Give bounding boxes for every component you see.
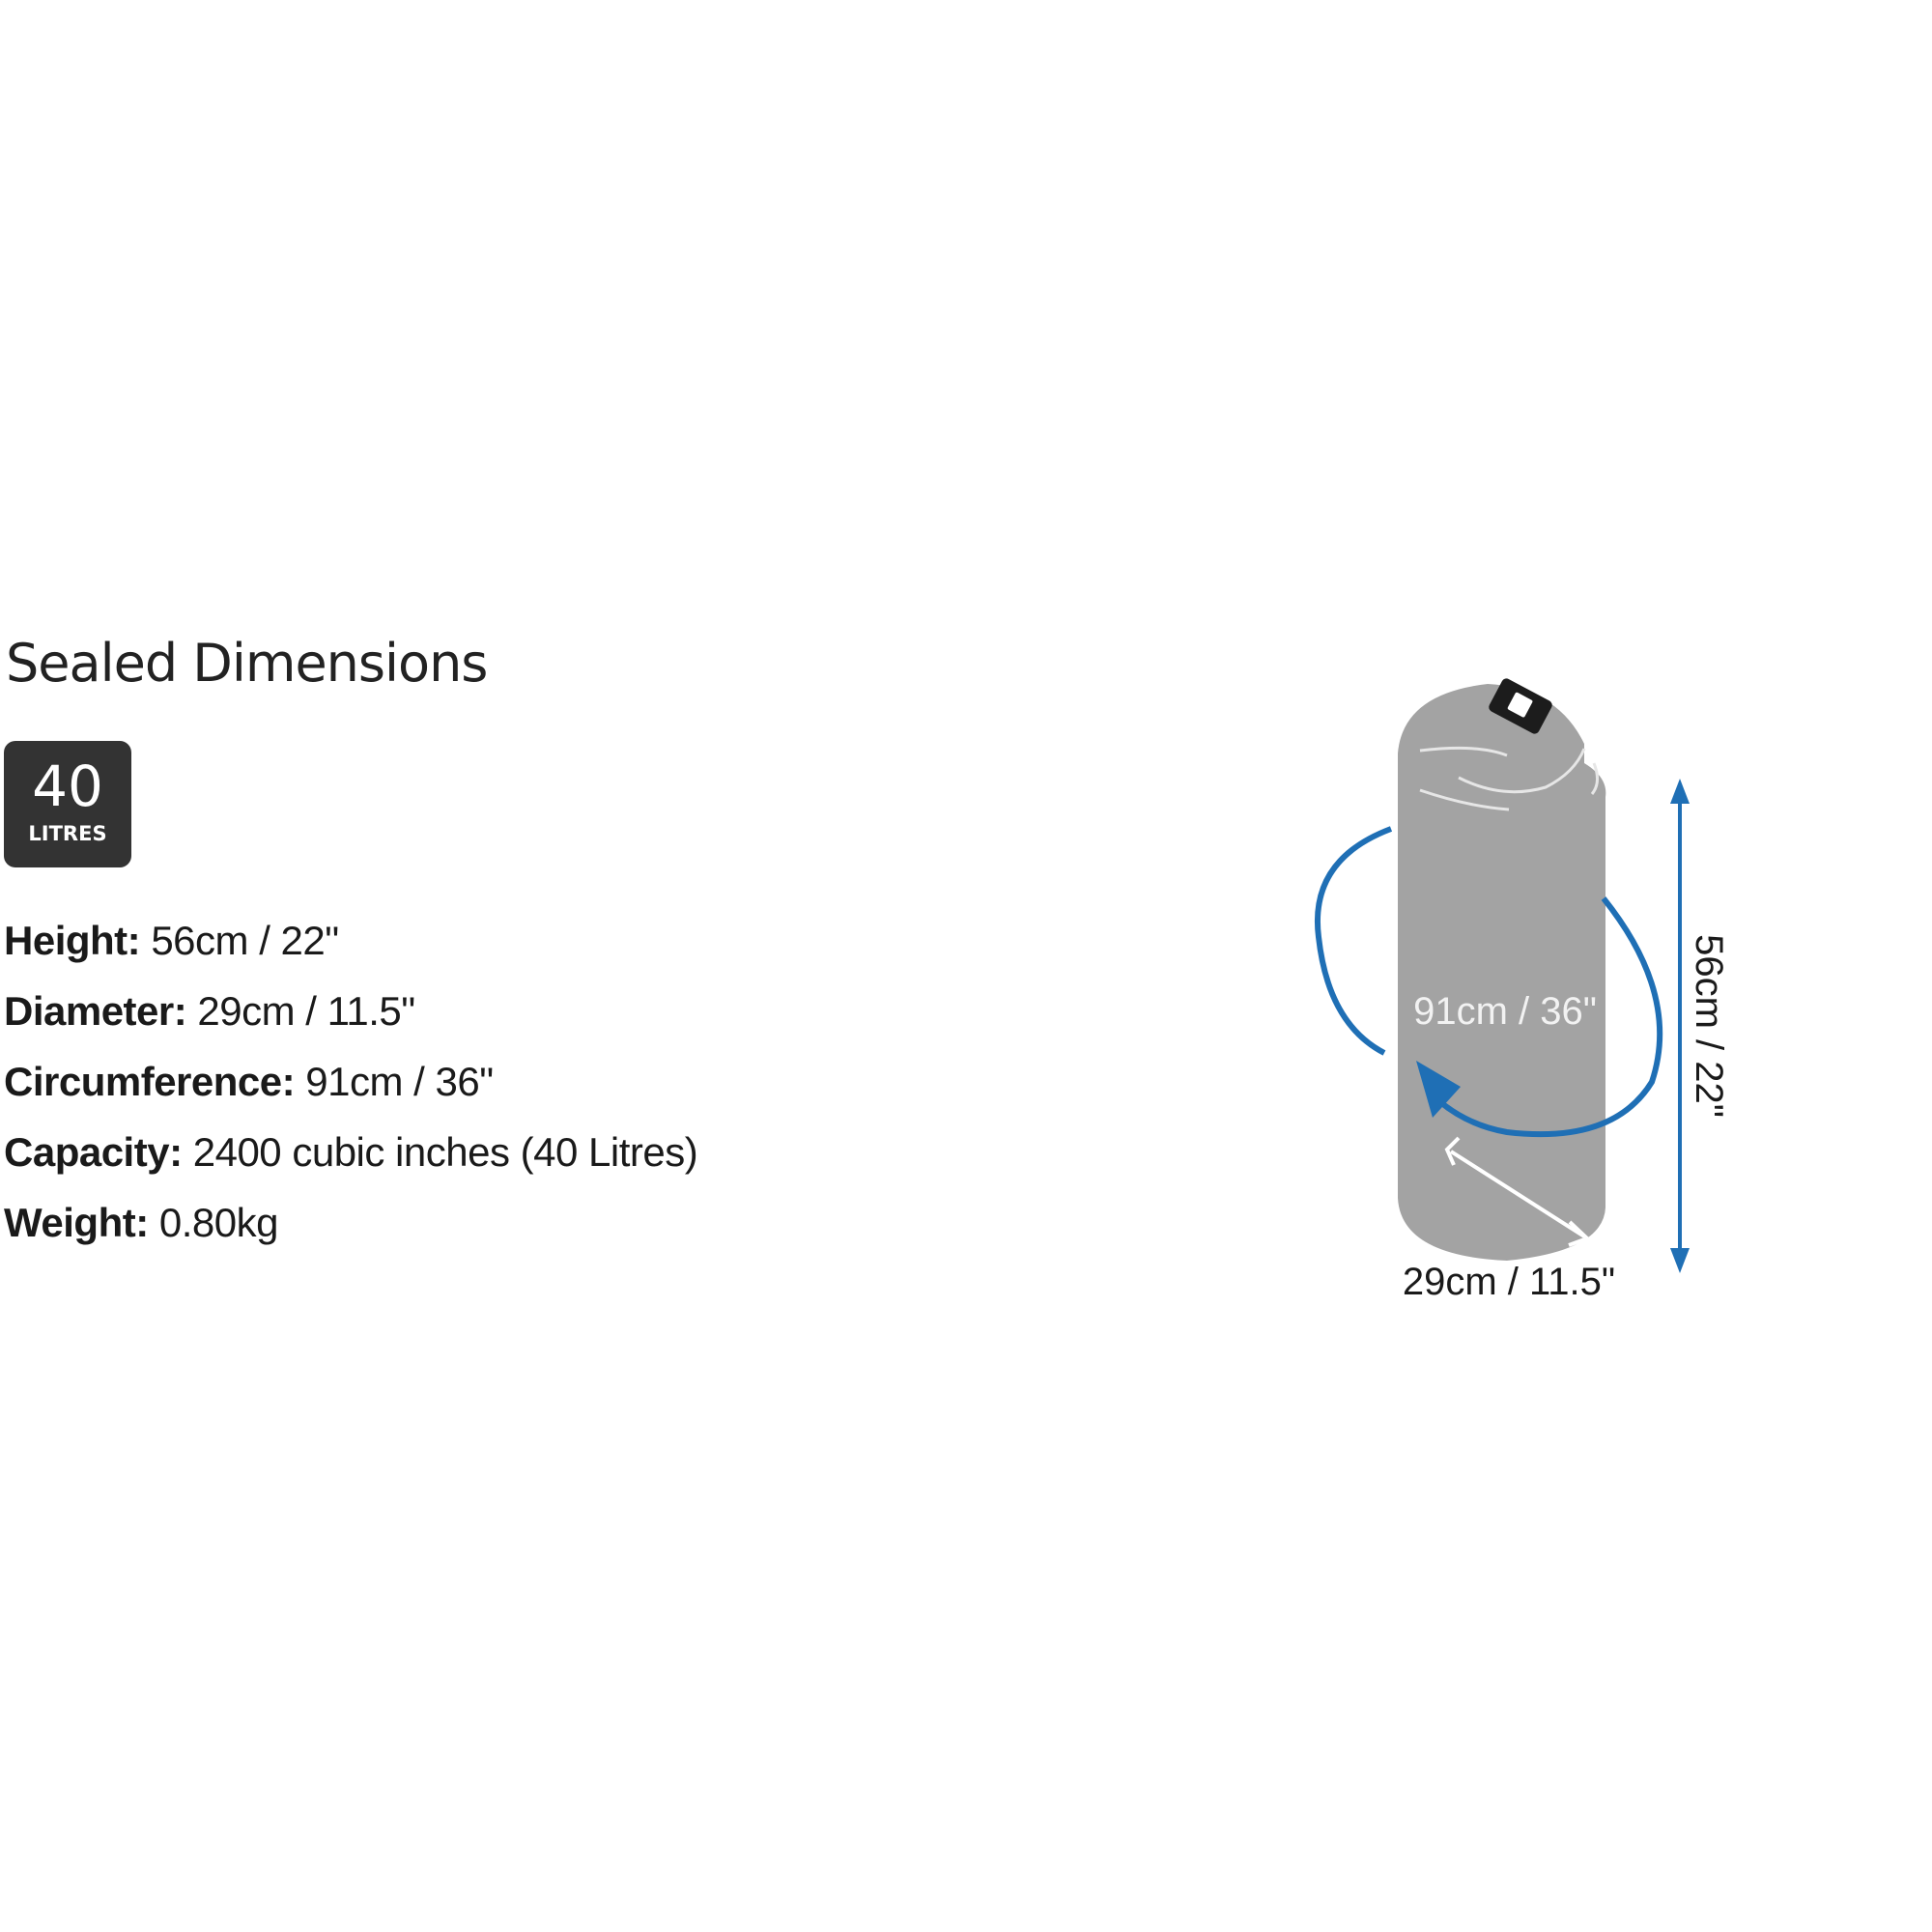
spec-list xyxy=(4,912,697,1264)
spec-value: 0.80kg xyxy=(158,1200,278,1245)
badge-number: 40 xyxy=(32,753,103,819)
height-label: 56cm / 22" xyxy=(1688,934,1730,1118)
spec-capacity xyxy=(4,1123,697,1194)
badge-unit: LITRES xyxy=(28,822,107,845)
page-title: Sealed Dimensions xyxy=(6,633,488,694)
spec-label: Weight: xyxy=(4,1200,149,1245)
spec-height xyxy=(4,912,697,982)
spec-label: Diameter: xyxy=(4,988,187,1034)
circumference-label: 91cm / 36" xyxy=(1413,990,1597,1033)
spec-circumference xyxy=(4,1053,697,1123)
dry-bag-diagram xyxy=(1294,667,1739,1323)
diameter-label: 29cm / 11.5" xyxy=(1402,1261,1616,1303)
bag-body xyxy=(1398,684,1605,1261)
spec-label: Capacity: xyxy=(4,1129,183,1175)
spec-label: Height: xyxy=(4,918,141,963)
spec-weight xyxy=(4,1194,697,1264)
height-arrow xyxy=(1670,779,1690,1273)
spec-label: Circumference: xyxy=(4,1059,296,1104)
spec-value: 56cm / 22" xyxy=(151,918,339,963)
capacity-badge xyxy=(4,741,131,867)
spec-diameter xyxy=(4,982,697,1053)
spec-value: 29cm / 11.5" xyxy=(197,988,415,1034)
spec-value: 2400 cubic inches (40 Litres) xyxy=(192,1129,698,1175)
spec-value: 91cm / 36" xyxy=(305,1059,494,1104)
